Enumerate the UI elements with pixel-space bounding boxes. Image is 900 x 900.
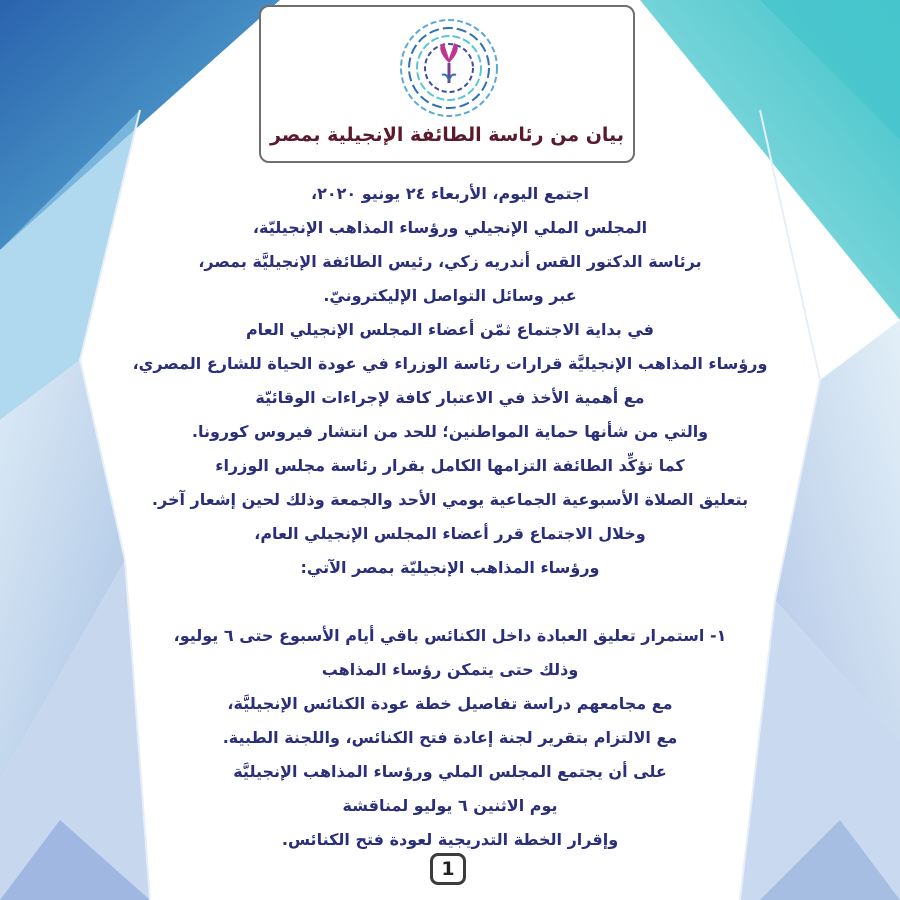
statement-line: اجتمع اليوم، الأربعاء ٢٤ يونيو ٢٠٢٠،	[310, 184, 590, 203]
statement-line: والتي من شأنها حماية المواطنين؛ للحد من انتشار فيروس كورونا.	[191, 422, 709, 441]
statement-title: بيان من رئاسة الطائفة الإنجيلية بمصر	[270, 124, 624, 146]
statement-line: برئاسة الدكتور القس أندريه زكي، رئيس الطائفة الإنجيليَّة بمصر،	[198, 252, 702, 271]
decision-line: مع مجامعهم دراسة تفاصيل خطة عودة الكنائس الإنجيليَّة،	[227, 694, 673, 713]
decision-line: وإقرار الخطة التدريجية لعودة فتح الكنائس.	[281, 830, 619, 849]
statement-body	[60, 177, 840, 857]
statement-line: في بداية الاجتماع ثمّن أعضاء المجلس الإنجيلي العام	[245, 320, 655, 339]
header-frame	[259, 5, 635, 163]
decision-line: ١- استمرار تعليق العبادة داخل الكنائس باقي أيام الأسبوع حتى ٦ يوليو،	[173, 626, 727, 645]
decision-line: على أن يجتمع المجلس الملي ورؤساء المذاهب الإنجيليَّة	[233, 762, 667, 781]
statement-line: عبر وسائل التواصل الإليكترونيّ.	[323, 286, 577, 305]
statement-line: وخلال الاجتماع قرر أعضاء المجلس الإنجيلي العام،	[254, 524, 646, 543]
statement-line: بتعليق الصلاة الأسبوعية الجماعية يومي الأحد والجمعة وذلك لحين إشعار آخر.	[151, 490, 749, 509]
statement-line: المجلس الملي الإنجيلي ورؤساء المذاهب الإنجيليّة،	[252, 218, 648, 237]
evangelical-emblem-icon	[394, 13, 504, 123]
statement-line: ورؤساء المذاهب الإنجيليّة بمصر الآتي:	[300, 558, 600, 577]
statement-line: مع أهمية الأخذ في الاعتبار كافة لإجراءات الوقائيّة	[255, 388, 645, 407]
statement-line: ورؤساء المذاهب الإنجيليَّة قرارات رئاسة الوزراء في عودة الحياة للشارع المصري،	[132, 354, 768, 373]
decision-line: وذلك حتى يتمكن رؤساء المذاهب	[321, 660, 579, 679]
decision-line: مع الالتزام بتقرير لجنة إعادة فتح الكنائس، واللجنة الطبية.	[222, 728, 678, 747]
page-number-badge: 1	[430, 853, 466, 885]
decision-line: يوم الاثنين ٦ يوليو لمناقشة	[342, 796, 558, 815]
paragraph-spacer	[60, 585, 840, 619]
statement-line: كما تؤكِّد الطائفة التزامها الكامل بقرار رئاسة مجلس الوزراء	[215, 456, 685, 475]
